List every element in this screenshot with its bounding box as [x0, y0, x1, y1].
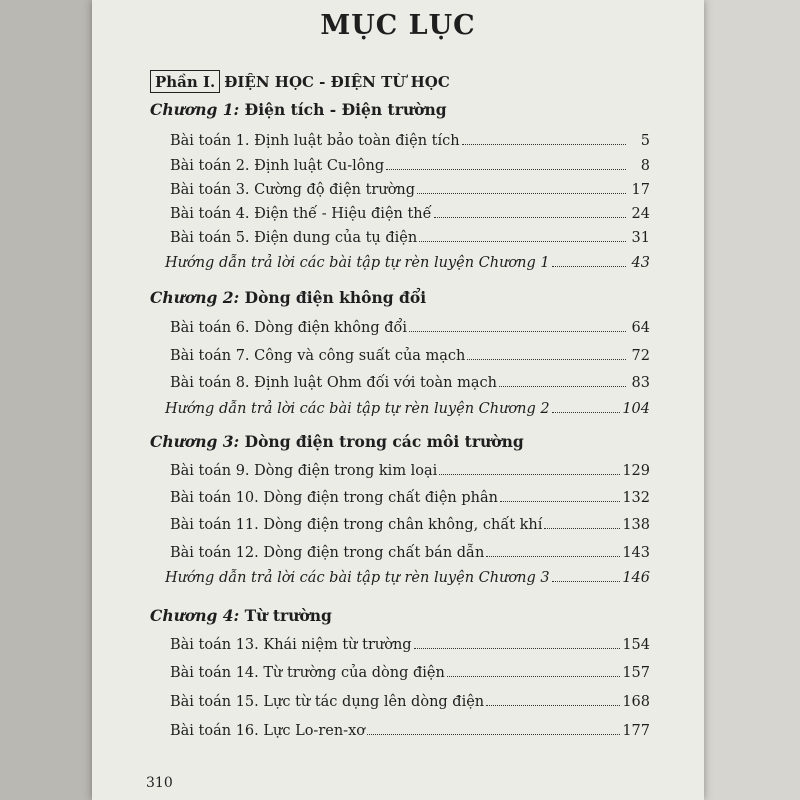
entry-page: 24: [631, 206, 650, 222]
dot-leader: [552, 266, 626, 267]
part-title: ĐIỆN HỌC - ĐIỆN TỪ HỌC: [224, 73, 450, 91]
entry-title: Hướng dẫn trả lời các bài tập tự rèn luyện Chương 3: [165, 570, 550, 586]
dot-leader: [552, 581, 621, 582]
toc-entry[interactable]: [170, 128, 650, 150]
dot-leader: [414, 648, 621, 649]
book-page: [92, 0, 704, 800]
entry-page: 17: [631, 182, 650, 198]
toc-entry-guide[interactable]: [165, 250, 650, 272]
entry-page: 31: [631, 230, 650, 246]
entry-page: 154: [622, 637, 650, 653]
entry-page: 72: [631, 348, 650, 364]
entry-title: Bài toán 15. Lực từ tác dụng lên dòng điện: [170, 694, 485, 710]
dot-leader: [419, 241, 626, 242]
dot-leader: [552, 412, 621, 413]
entry-page: 129: [622, 463, 650, 479]
entry-title: Bài toán 1. Định luật bảo toàn điện tích: [170, 133, 460, 149]
chapter-title: Từ trường: [244, 606, 332, 625]
toc-entry[interactable]: [170, 485, 650, 507]
toc-entry[interactable]: [170, 632, 650, 654]
entry-page: 168: [622, 694, 650, 710]
toc-entry[interactable]: [170, 153, 650, 175]
part-label: Phần I.: [150, 70, 220, 93]
toc-entry[interactable]: [170, 689, 650, 711]
chapter-heading: [150, 100, 447, 119]
entry-title: Bài toán 3. Cường độ điện trường: [170, 182, 416, 198]
dot-leader: [486, 556, 620, 557]
toc-entry[interactable]: [170, 540, 650, 562]
entry-title: Bài toán 8. Định luật Ohm đối với toàn mạch: [170, 375, 497, 391]
entry-page: 43: [631, 255, 650, 271]
dot-leader: [434, 217, 626, 218]
chapter-prefix: Chương 4:: [150, 606, 240, 625]
entry-page: 143: [622, 545, 650, 561]
entry-title: Bài toán 7. Công và công suất của mạch: [170, 348, 466, 364]
dot-leader: [367, 734, 620, 735]
toc-entry[interactable]: [170, 718, 650, 740]
adjacent-page-edge: [688, 0, 800, 800]
entry-title: Bài toán 2. Định luật Cu-lông: [170, 158, 385, 174]
entry-page: 5: [640, 133, 650, 149]
entry-title: Bài toán 9. Dòng điện trong kim loại: [170, 463, 438, 479]
toc-entry-guide[interactable]: [165, 396, 650, 418]
chapter-prefix: Chương 3:: [150, 432, 240, 451]
toc-entry[interactable]: [170, 177, 650, 199]
dot-leader: [386, 169, 626, 170]
dot-leader: [499, 386, 626, 387]
dot-leader: [409, 331, 626, 332]
chapter-heading: [150, 432, 524, 451]
chapter-title: Dòng điện trong các môi trường: [244, 432, 524, 451]
chapter-title: Dòng điện không đổi: [244, 288, 427, 307]
entry-title: Hướng dẫn trả lời các bài tập tự rèn luyện Chương 2: [165, 401, 550, 417]
entry-title: Bài toán 4. Điện thế - Hiệu điện thế: [170, 206, 432, 222]
toc-entry[interactable]: [170, 458, 650, 480]
toc-entry[interactable]: [170, 660, 650, 682]
dot-leader: [544, 528, 620, 529]
entry-title: Bài toán 6. Dòng điện không đổi: [170, 320, 408, 336]
entry-page: 64: [631, 320, 650, 336]
entry-page: 138: [622, 517, 650, 533]
entry-title: Bài toán 14. Từ trường của dòng điện: [170, 665, 445, 681]
entry-page: 146: [622, 570, 650, 586]
dot-leader: [486, 705, 620, 706]
dot-leader: [467, 359, 626, 360]
entry-page: 8: [640, 158, 650, 174]
entry-page: 177: [622, 723, 650, 739]
entry-page: 104: [622, 401, 650, 417]
entry-title: Bài toán 11. Dòng điện trong chân không, chất khí: [170, 517, 543, 533]
chapter-heading: [150, 288, 426, 307]
entry-page: 132: [622, 490, 650, 506]
toc-entry[interactable]: [170, 315, 650, 337]
entry-title: Bài toán 10. Dòng điện trong chất điện phân: [170, 490, 498, 506]
toc-entry[interactable]: [170, 512, 650, 534]
dot-leader: [462, 144, 626, 145]
chapter-prefix: Chương 1:: [150, 100, 240, 119]
page-number: 310: [146, 775, 173, 791]
dot-leader: [500, 501, 620, 502]
toc-entry-guide[interactable]: [165, 565, 650, 587]
chapter-prefix: Chương 2:: [150, 288, 240, 307]
entry-title: Bài toán 13. Khái niệm từ trường: [170, 637, 412, 653]
toc-entry[interactable]: [170, 370, 650, 392]
chapter-title: Điện tích - Điện trường: [244, 100, 447, 119]
toc-entry[interactable]: [170, 201, 650, 223]
entry-title: Bài toán 16. Lực Lo-ren-xơ: [170, 723, 365, 739]
chapter-heading: [150, 606, 332, 625]
entry-title: Bài toán 5. Điện dung của tụ điện: [170, 230, 418, 246]
entry-page: 157: [622, 665, 650, 681]
toc-entry[interactable]: [170, 225, 650, 247]
dot-leader: [447, 676, 620, 677]
dot-leader: [417, 193, 626, 194]
dot-leader: [439, 474, 620, 475]
entry-title: Hướng dẫn trả lời các bài tập tự rèn luyện Chương 1: [165, 255, 550, 271]
entry-title: Bài toán 12. Dòng điện trong chất bán dẫn: [170, 545, 485, 561]
entry-page: 83: [631, 375, 650, 391]
page-title: MỤC LỤC: [320, 10, 476, 41]
part-heading: [150, 70, 450, 93]
toc-entry[interactable]: [170, 343, 650, 365]
